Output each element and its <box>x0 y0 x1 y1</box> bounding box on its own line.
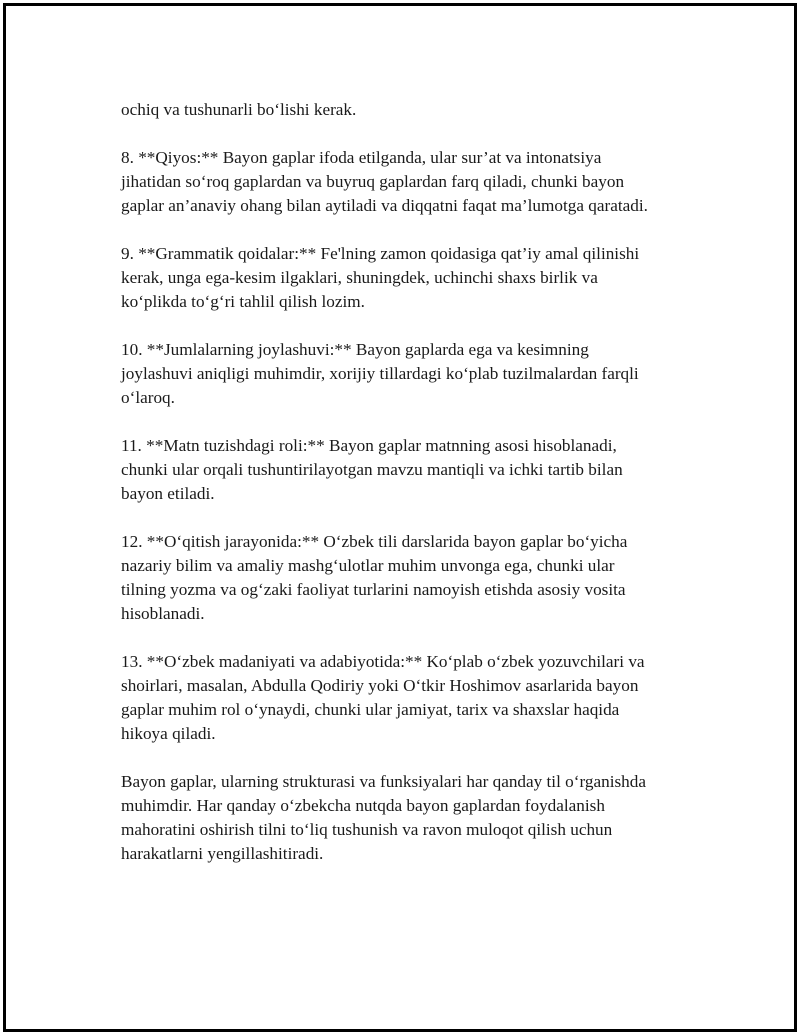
text-line: 12. **O‘qitish jarayonida:** O‘zbek tili darslarida bayon gaplar bo‘yicha <box>121 532 628 551</box>
text-line: chunki ular orqali tushuntirilayotgan mavzu mantiqli va ichki tartib bilan <box>121 460 623 479</box>
paragraph-item-10 <box>121 338 701 410</box>
text-line: 10. **Jumlalarning joylashuvi:** Bayon gaplarda ega va kesimning <box>121 340 589 359</box>
text-line: gaplar an’anaviy ohang bilan aytiladi va diqqatni faqat ma’lumotga qaratadi. <box>121 196 648 215</box>
paragraph-continuation <box>121 98 701 122</box>
paragraph-item-8 <box>121 146 701 218</box>
text-line: hisoblanadi. <box>121 604 205 623</box>
document-body <box>121 98 701 890</box>
text-line: bayon etiladi. <box>121 484 215 503</box>
text-line: nazariy bilim va amaliy mashg‘ulotlar muhim unvonga ega, chunki ular <box>121 556 615 575</box>
text-line: ko‘plikda to‘g‘ri tahlil qilish lozim. <box>121 292 365 311</box>
text-line: 9. **Grammatik qoidalar:** Fe'lning zamon qoidasiga qat’iy amal qilinishi <box>121 244 640 263</box>
text-line: tilning yozma va og‘zaki faoliyat turlarini namoyish etishda asosiy vosita <box>121 580 626 599</box>
text-line: 11. **Matn tuzishdagi roli:** Bayon gaplar matnning asosi hisoblanadi, <box>121 436 617 455</box>
text-line: kerak, unga ega-kesim ilgaklari, shuningdek, uchinchi shaxs birlik va <box>121 268 598 287</box>
text-line: ochiq va tushunarli bo‘lishi kerak. <box>121 100 357 119</box>
text-line: jihatidan so‘roq gaplardan va buyruq gaplardan farq qiladi, chunki bayon <box>121 172 625 191</box>
page-frame <box>3 3 797 1032</box>
text-line: 8. **Qiyos:** Bayon gaplar ifoda etilganda, ular sur’at va intonatsiya <box>121 148 602 167</box>
text-line: mahoratini oshirish tilni to‘liq tushunish va ravon muloqot qilish uchun <box>121 820 613 839</box>
text-line: gaplar muhim rol o‘ynaydi, chunki ular jamiyat, tarix va shaxslar haqida <box>121 700 620 719</box>
paragraph-item-13 <box>121 650 701 746</box>
text-line: Bayon gaplar, ularning strukturasi va funksiyalari har qanday til o‘rganishda <box>121 772 646 791</box>
text-line: 13. **O‘zbek madaniyati va adabiyotida:** Ko‘plab o‘zbek yozuvchilari va <box>121 652 645 671</box>
text-line: hikoya qiladi. <box>121 724 216 743</box>
paragraph-conclusion <box>121 770 701 866</box>
text-line: muhimdir. Har qanday o‘zbekcha nutqda bayon gaplardan foydalanish <box>121 796 605 815</box>
text-line: harakatlarni yengillashitiradi. <box>121 844 324 863</box>
text-line: joylashuvi aniqligi muhimdir, xorijiy tillardagi ko‘plab tuzilmalardan farqli <box>121 364 639 383</box>
text-line: shoirlari, masalan, Abdulla Qodiriy yoki O‘tkir Hoshimov asarlarida bayon <box>121 676 639 695</box>
text-line: o‘laroq. <box>121 388 175 407</box>
paragraph-item-12 <box>121 530 701 626</box>
paragraph-item-9 <box>121 242 701 314</box>
paragraph-item-11 <box>121 434 701 506</box>
